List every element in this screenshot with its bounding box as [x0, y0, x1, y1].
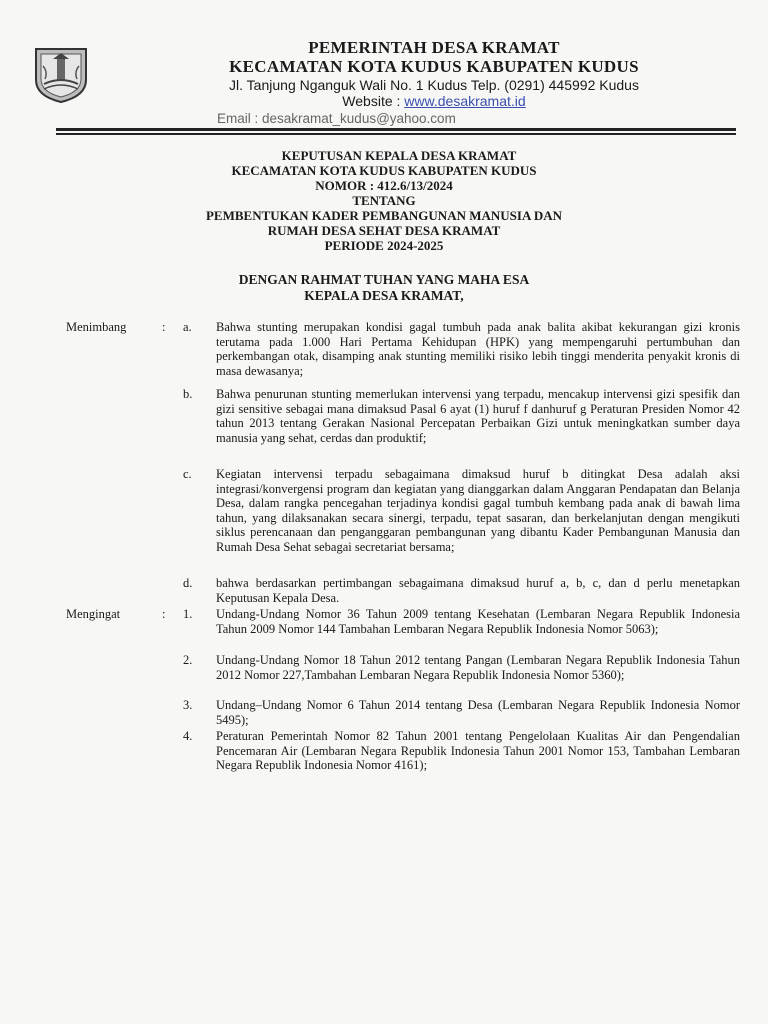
decree-period: PERIODE 2024-2025	[324, 238, 444, 253]
letterhead-rule-thick	[56, 128, 736, 131]
letterhead-rule-thin	[56, 133, 736, 135]
list-marker: d.	[183, 576, 193, 590]
opening-line: DENGAN RAHMAT TUHAN YANG MAHA ESA	[238, 272, 530, 287]
menimbang-item: Kegiatan intervensi terpadu sebagaimana dimaksud huruf b ditingkat Desa adalah aksi integrasi/konvergensi program dan kegiatan yang dianggarkan dalam Anggaran Pendapatan dan Belanja Desa, dalam rangka pencegahan terjadinya kondisi gagal tumbuh kembang pada anak di bawah lima tahun, yang dilaksanakan secara sinergi, terpadu, tepat sasaran, dan berkelanjutan dengan mengikuti siklus perencanaan dan penganggaran pembangunan yang dibantu Kader Pembangunan Manusia dan Rumah Desa Sehat sebagai secretariat bersama;	[216, 467, 740, 554]
title-line: KEPUTUSAN KEPALA DESA KRAMAT	[281, 148, 517, 163]
list-marker: c.	[183, 467, 192, 481]
decree-number: NOMOR : 412.6/13/2024	[315, 178, 453, 193]
mengingat-item: Undang-Undang Nomor 36 Tahun 2009 tentang Kesehatan (Lembaran Negara Republik Indonesia Tahun 2009 Nomor 144 Tambahan Lembaran Negara Republik Indonesia Nomor 5063);	[216, 607, 740, 636]
letterhead-website	[100, 93, 768, 109]
decree-title	[0, 148, 768, 253]
mengingat-item: Undang–Undang Nomor 6 Tahun 2014 tentang Desa (Lembaran Negara Republik Indonesia Nomor 5495);	[216, 698, 740, 727]
list-marker: 3.	[183, 698, 193, 712]
letterhead-address: Jl. Tanjung Nganguk Wali No. 1 Kudus Telp. (0291) 445992 Kudus	[229, 77, 639, 93]
website-label: Website :	[342, 93, 405, 109]
title-line: KECAMATAN KOTA KUDUS KABUPATEN KUDUS	[231, 163, 537, 178]
mengingat-item: Peraturan Pemerintah Nomor 82 Tahun 2001 tentang Pengelolaan Kualitas Air dan Pengendalian Pencemaran Air (Lembaran Negara Republik Indonesia Tahun 2001 Nomor 153, Tambahan Lembaran Negara Republik Indonesia Nomor 4161);	[216, 729, 740, 772]
letterhead-government: PEMERINTAH DESA KRAMAT	[308, 38, 560, 57]
list-marker: a.	[183, 320, 192, 334]
menimbang-label: Menimbang	[66, 320, 127, 334]
list-marker: 2.	[183, 653, 193, 667]
mengingat-label: Mengingat	[66, 607, 121, 621]
mengingat-colon: :	[162, 607, 166, 621]
title-line: TENTANG	[352, 193, 416, 208]
menimbang-item: bahwa berdasarkan pertimbangan sebagaimana dimaksud huruf a, b, c, dan d perlu menetapkan Keputusan Kepala Desa.	[216, 576, 740, 605]
list-marker: 4.	[183, 729, 193, 743]
mengingat-item: Undang-Undang Nomor 18 Tahun 2012 tentang Pangan (Lembaran Negara Republik Indonesia Tahun 2012 Nomor 227,Tambahan Lembaran Negara Republik Indonesia Nomor 5360);	[216, 653, 740, 682]
title-line: PEMBENTUKAN KADER PEMBANGUNAN MANUSIA DAN	[205, 208, 563, 223]
list-marker: 1.	[183, 607, 193, 621]
website-link[interactable]: www.desakramat.id	[404, 93, 526, 109]
opening-formula	[0, 272, 768, 304]
menimbang-colon: :	[162, 320, 166, 334]
letterhead-email: Email : desakramat_kudus@yahoo.com	[217, 111, 456, 126]
menimbang-item: Bahwa stunting merupakan kondisi gagal tumbuh pada anak balita akibat kekurangan gizi kronis terutama pada 1.000 Hari Pertama Kehidupan (HPK) yang mempengaruhi pertumbuhan dan perkembangan otak, disamping anak stunting memiliki risiko lebih tinggi menderita penyakit kronis di masa dewasanya;	[216, 320, 740, 378]
opening-line: KEPALA DESA KRAMAT,	[304, 288, 464, 303]
list-marker: b.	[183, 387, 193, 401]
letterhead-district: KECAMATAN KOTA KUDUS KABUPATEN KUDUS	[229, 57, 639, 76]
menimbang-item: Bahwa penurunan stunting memerlukan intervensi yang terpadu, mencakup intervensi gizi spesifik dan gizi sensitive sebagai mana dimaksud Pasal 6 ayat (1) huruf f danhuruf g Peraturan Presiden Nomor 42 tahun 2013 tentang Gerakan Nasional Percepatan Perbaikan Gizi untuk meningkatkan sumber daya manusia yang sehat, cerdas dan produktif;	[216, 387, 740, 445]
title-line: RUMAH DESA SEHAT DESA KRAMAT	[267, 223, 501, 238]
kudus-regency-emblem	[32, 46, 90, 104]
